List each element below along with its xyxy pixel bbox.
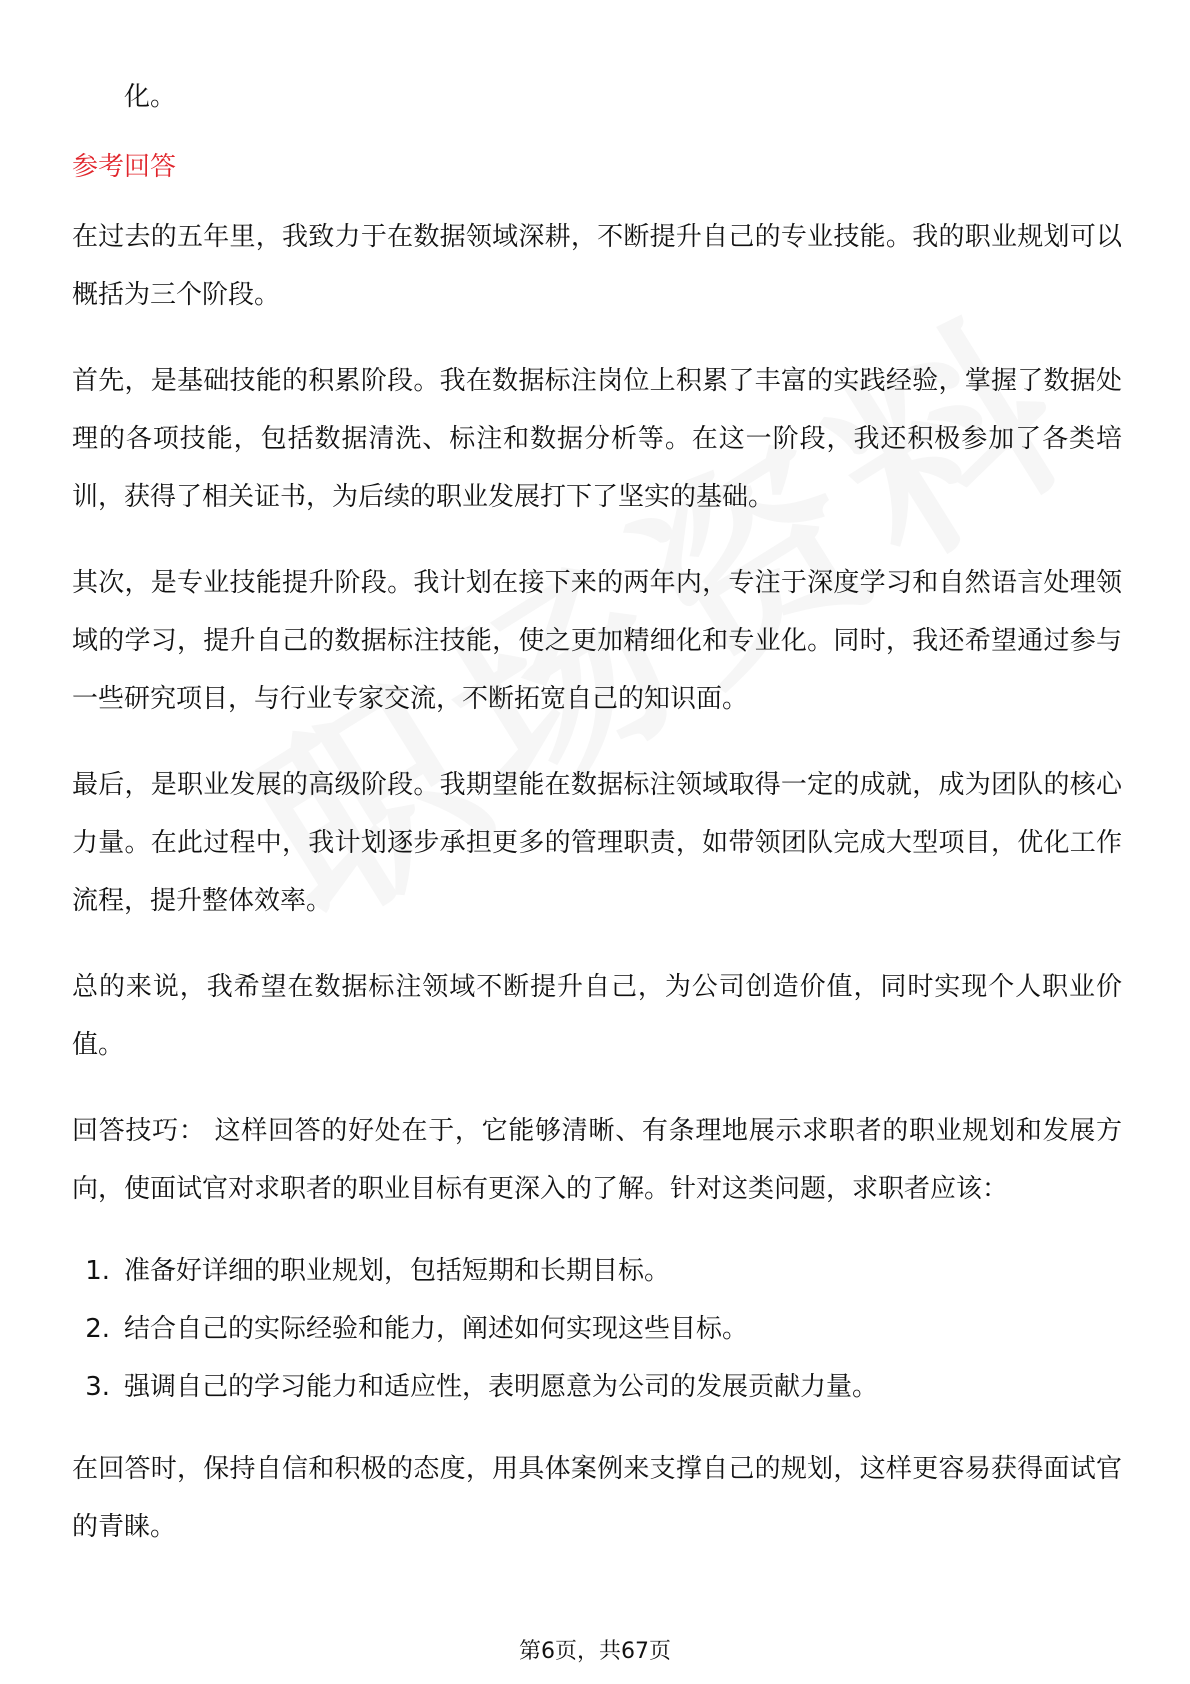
tips-paragraph: 回答技巧： 这样回答的好处在于，它能够清晰、有条理地展示求职者的职业规划和发展方向，使面试官对求职者的职业目标有更深入的了解。针对这类问题，求职者应该： bbox=[72, 1116, 1122, 1204]
tips-list bbox=[72, 1242, 1122, 1416]
list-item-text: 准备好详细的职业规划，包括短期和长期目标。 bbox=[124, 1256, 671, 1286]
continuation-line: 化。 bbox=[124, 82, 177, 112]
paragraph-summary: 总的来说，我希望在数据标注领域不断提升自己，为公司创造价值，同时实现个人职业价值。 bbox=[72, 972, 1122, 1060]
list-item bbox=[72, 1300, 1122, 1358]
list-item-text: 强调自己的学习能力和适应性，表明愿意为公司的发展贡献力量。 bbox=[124, 1372, 879, 1402]
list-item-text: 结合自己的实际经验和能力，阐述如何实现这些目标。 bbox=[124, 1314, 749, 1344]
document-content bbox=[72, 68, 1122, 1556]
section-title: 参考回答 bbox=[72, 152, 177, 182]
list-item-number: 1. bbox=[85, 1256, 110, 1286]
paragraph-stage-2: 其次，是专业技能提升阶段。我计划在接下来的两年内，专注于深度学习和自然语言处理领域的学习，提升自己的数据标注技能，使之更加精细化和专业化。同时，我还希望通过参与一些研究项目，与行业专家交流，不断拓宽自己的知识面。 bbox=[72, 568, 1122, 714]
list-item-number: 2. bbox=[85, 1314, 110, 1344]
list-item bbox=[72, 1242, 1122, 1300]
closing-paragraph: 在回答时，保持自信和积极的态度，用具体案例来支撑自己的规划，这样更容易获得面试官的青睐。 bbox=[72, 1454, 1122, 1542]
paragraph-intro: 在过去的五年里，我致力于在数据领域深耕，不断提升自己的专业技能。我的职业规划可以概括为三个阶段。 bbox=[72, 222, 1122, 310]
page-number-footer: 第6页，共67页 bbox=[519, 1639, 671, 1664]
list-item bbox=[72, 1358, 1122, 1416]
paragraph-stage-1: 首先，是基础技能的积累阶段。我在数据标注岗位上积累了丰富的实践经验，掌握了数据处理的各项技能，包括数据清洗、标注和数据分析等。在这一阶段，我还积极参加了各类培训，获得了相关证书，为后续的职业发展打下了坚实的基础。 bbox=[72, 366, 1122, 512]
list-item-number: 3. bbox=[85, 1372, 110, 1402]
paragraph-stage-3: 最后，是职业发展的高级阶段。我期望能在数据标注领域取得一定的成就，成为团队的核心力量。在此过程中，我计划逐步承担更多的管理职责，如带领团队完成大型项目，优化工作流程，提升整体效率。 bbox=[72, 770, 1122, 916]
